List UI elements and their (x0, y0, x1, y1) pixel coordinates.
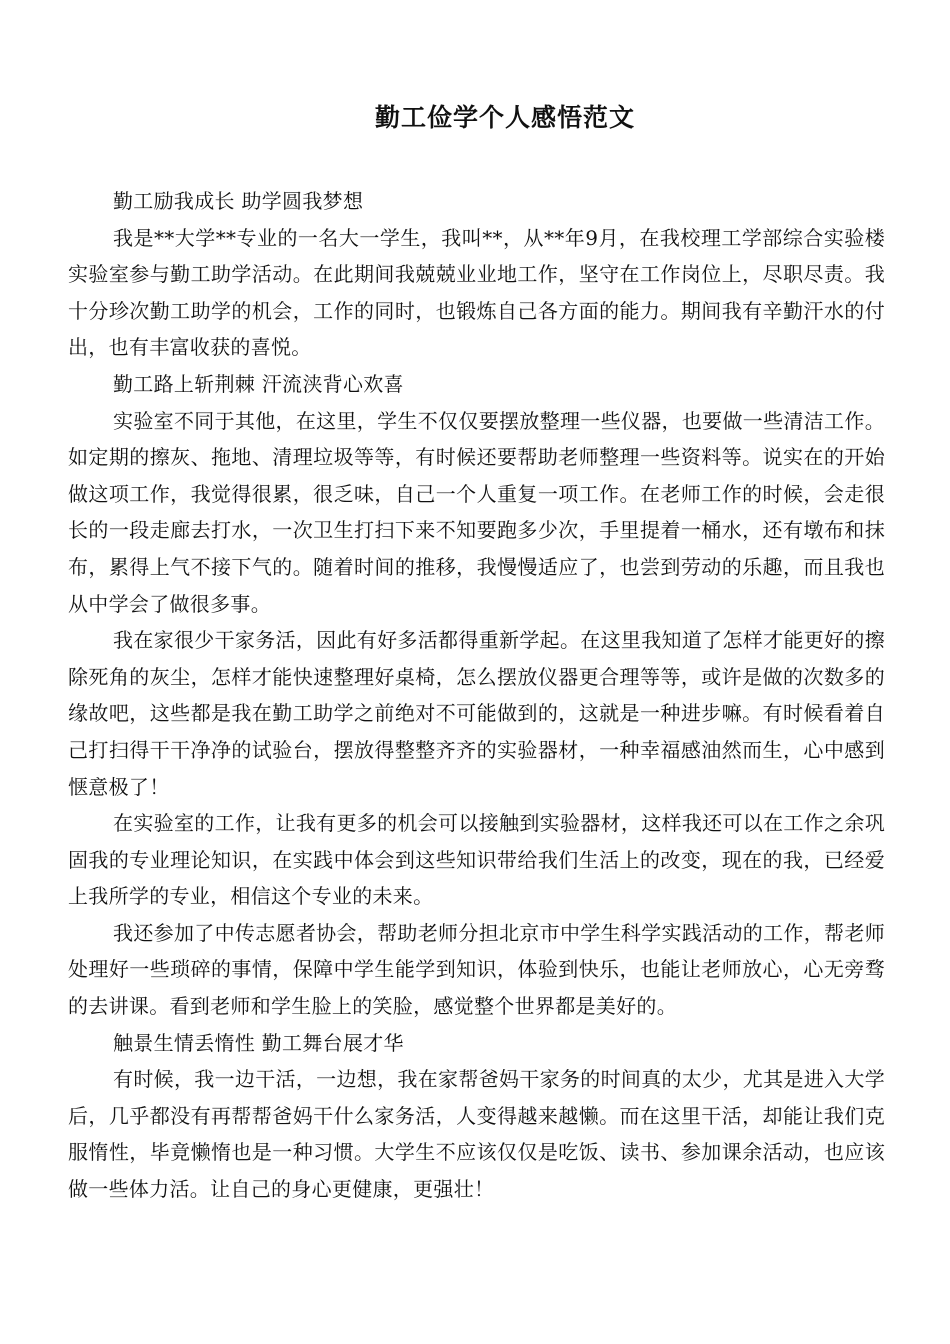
body-paragraph: 我还参加了中传志愿者协会，帮助老师分担北京市中学生科学实践活动的工作，帮老师处理好一些琐碎的事情，保障中学生能学到知识，体验到快乐，也能让老师放心，心无旁骛的去讲课。看到老师和学生脸上的笑脸，感觉整个世界都是美好的。 (68, 920, 885, 1019)
body-paragraph: 我是**大学**专业的一名大一学生，我叫**，从**年9月，在我校理工学部综合实验楼实验室参与勤工助学活动。在此期间我兢兢业业地工作，坚守在工作岗位上，尽职尽责。我十分珍次勤工助学的机会，工作的同时，也锻炼自己各方面的能力。期间我有辛勤汗水的付出，也有丰富收获的喜悦。 (68, 225, 885, 360)
section-heading: 触景生情丢惰性 勤工舞台展才华 (113, 1030, 404, 1055)
document-title: 勤工俭学个人感悟范文 (374, 103, 635, 132)
section-heading: 勤工路上斩荆棘 汗流浃背心欢喜 (113, 371, 404, 396)
body-paragraph: 有时候，我一边干活，一边想，我在家帮爸妈干家务的时间真的太少，尤其是进入大学后，几乎都没有再帮帮爸妈干什么家务活，人变得越来越懒。而在这里干活，却能让我们克服惰性，毕竟懒惰也是一种习惯。大学生不应该仅仅是吃饭、读书、参加课余活动，也应该做一些体力活。让自己的身心更健康，更强壮！ (68, 1067, 885, 1202)
body-paragraph: 我在家很少干家务活，因此有好多活都得重新学起。在这里我知道了怎样才能更好的擦除死角的灰尘，怎样才能快速整理好桌椅，怎么摆放仪器更合理等等，或许是做的次数多的缘故吧，这些都是我在勤工助学之前绝对不可能做到的，这就是一种进步嘛。有时候看着自己打扫得干干净净的试验台，摆放得整整齐齐的实验器材，一种幸福感油然而生，心中感到惬意极了！ (68, 628, 885, 799)
body-paragraph: 实验室不同于其他，在这里，学生不仅仅要摆放整理一些仪器，也要做一些清洁工作。如定期的擦灰、拖地、清理垃圾等等，有时候还要帮助老师整理一些资料等。说实在的开始做这项工作，我觉得很累，很乏味，自己一个人重复一项工作。在老师工作的时候，会走很长的一段走廊去打水，一次卫生打扫下来不知要跑多少次，手里提着一桶水，还有墩布和抹布，累得上气不接下气的。随着时间的推移，我慢慢适应了，也尝到劳动的乐趣，而且我也从中学会了做很多事。 (68, 408, 885, 616)
section-heading: 勤工励我成长 助学圆我梦想 (113, 189, 364, 213)
body-paragraph: 在实验室的工作，让我有更多的机会可以接触到实验器材，这样我还可以在工作之余巩固我的专业理论知识，在实践中体会到这些知识带给我们生活上的改变，现在的我，已经爱上我所学的专业，相信这个专业的未来。 (68, 811, 885, 909)
document-body (68, 183, 885, 1208)
